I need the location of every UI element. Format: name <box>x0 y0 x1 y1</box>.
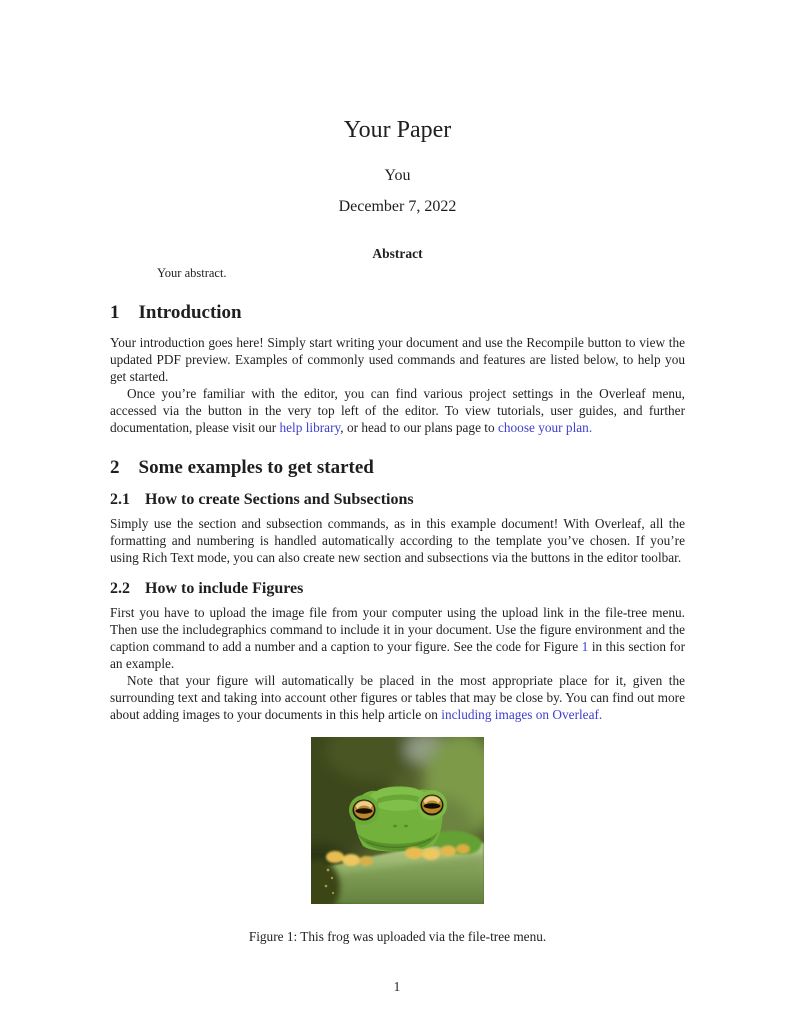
figure-1 <box>110 737 685 945</box>
figure-1-caption: Figure 1: This frog was uploaded via the file-tree menu. <box>248 928 547 944</box>
subsection-2-2-title: How to include Figures <box>145 580 304 598</box>
section-1-number: 1 <box>110 302 120 323</box>
section-2-title: Some examples to get started <box>138 457 374 479</box>
subsection-2-2-paragraph-2 <box>110 673 685 724</box>
section-1-heading <box>110 301 685 324</box>
paper-author: You <box>384 167 411 184</box>
subsection-2-1-heading <box>110 490 685 509</box>
subsection-2-1-paragraph-1: Simply use the section and subsection commands, as in this example document! With Overleaf, all the formatting and numbering is handled automatically according to the template you’ve chosen. If you’re using Rich Text mode, you can also create new section and subsections via the buttons in the editor toolbar. <box>110 516 685 566</box>
section-1-paragraph-1: Your introduction goes here! Simply start writing your document and use the Recompile button to view the updated PDF preview. Examples of commonly used commands and features are listed below, to help you get started. <box>110 335 685 384</box>
choose-your-plan-link[interactable]: choose your plan. <box>497 419 593 435</box>
paragraph-text: Note that your figure will automatically be placed in the most appropriate place for it, given the surrounding text and taking into account other figures or tables that may be close by. You can find out more about adding images to your documents in this help article on <box>110 672 685 722</box>
paragraph-text: First you have to upload the image file from your computer using the upload link in the file-tree menu. Then use the includegraphics command to include it in your document. Use the figure environment and the caption command to add a number and a caption to your figure. See the code for Figure <box>110 605 685 654</box>
help-library-link[interactable]: help library <box>279 419 341 435</box>
subsection-2-2-number: 2.2 <box>110 580 130 598</box>
subsection-2-2-paragraph-1 <box>110 605 685 673</box>
paragraph-text: Once you’re familiar with the editor, you can find various project settings in the Overleaf menu, accessed via the button in the very top left of the editor. To view tutorials, user guides, and further documentation, please visit our <box>110 385 685 435</box>
paragraph-text: in this section for an example. <box>110 638 685 671</box>
subsection-2-1-number: 2.1 <box>110 491 130 509</box>
section-1-paragraph-2 <box>110 386 685 437</box>
section-2-number: 2 <box>110 457 120 479</box>
subsection-2-2-heading <box>110 579 685 598</box>
page-number: 1 <box>393 979 401 994</box>
paper-title: Your Paper <box>343 117 452 143</box>
abstract-heading: Abstract <box>372 246 423 261</box>
section-1-title: Introduction <box>138 302 242 323</box>
section-2-heading <box>110 456 685 479</box>
including-images-on-overleaf-link[interactable]: including images on Overleaf. <box>441 706 603 722</box>
paragraph-text: , or head to our plans page to <box>340 419 498 435</box>
abstract-text: Your abstract. <box>157 266 227 280</box>
frog-photo-svg <box>311 737 484 904</box>
figure-1-reference-link[interactable]: 1 <box>581 638 589 654</box>
frog-photo <box>311 737 484 904</box>
subsection-2-1-title: How to create Sections and Subsections <box>145 491 414 509</box>
paper-date: December 7, 2022 <box>338 198 457 215</box>
